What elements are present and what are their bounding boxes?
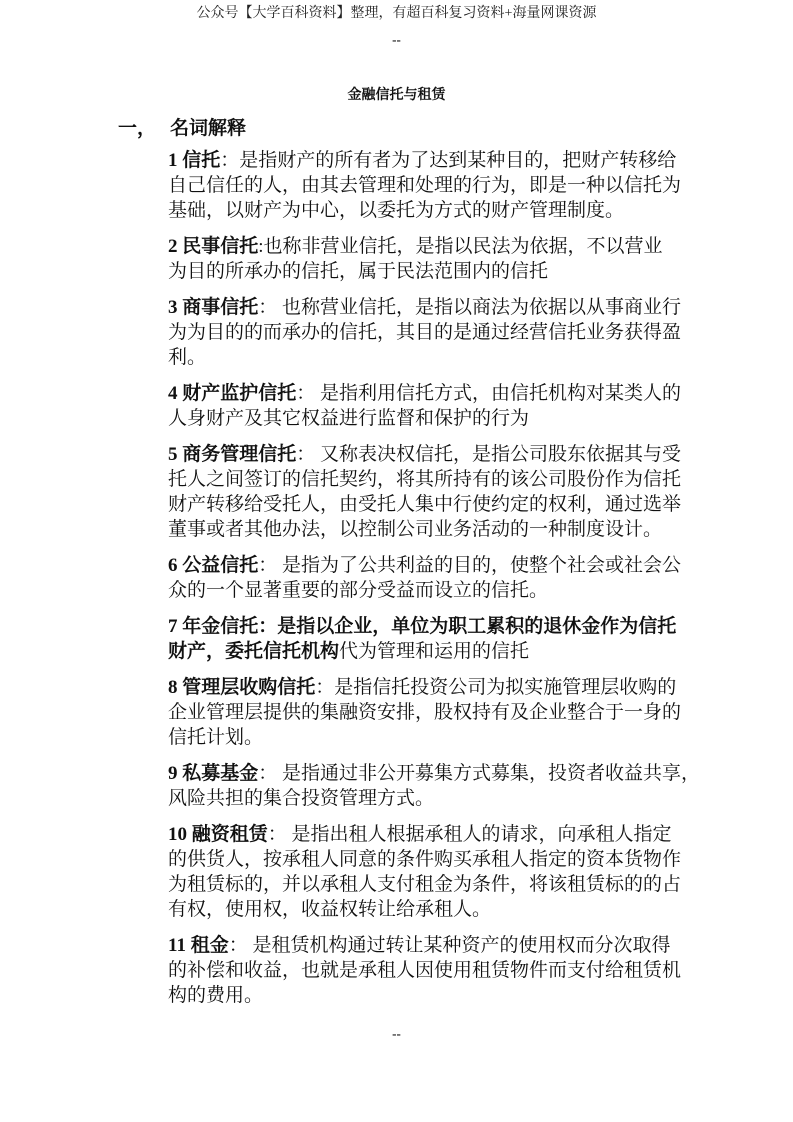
definition-text: 托人之间签订的信托契约，将其所持有的该公司股份作为信托 [168,469,682,490]
term-text: 10 融资租赁 [168,824,268,845]
definition-text: 构的费用。 [168,985,264,1006]
text-line [168,614,688,639]
definition-text: ：是指财产的所有者为了达到某种目的，把财产转移给 [220,150,677,171]
definition-text: 董事或者其他办法，以控制公司业务活动的一种制度设计。 [168,519,663,540]
definition-text: :也称非营业信托，是指以民法为依据，不以营业 [258,236,663,257]
text-line [168,761,701,786]
term-text: 7 年金信托：是指以企业，单位为职工累积的退休金作为信托 [168,616,677,637]
definition-text: ： 是指为了公共利益的目的，使整个社会或社会公 [258,555,682,576]
term-text: 9 私募基金 [168,763,259,784]
text-line [168,320,688,345]
text-line [168,295,688,320]
definition-text: 的供货人，按承租人同意的条件购买承租人指定的资本货物作 [168,849,682,870]
text-line [168,553,688,578]
definition-entry [168,553,688,603]
text-line [168,406,688,431]
term-text: 2 民事信托 [168,236,259,257]
definition-text: 自己信任的人，由其去管理和处理的行为，即是一种以信托为 [168,175,682,196]
term-text: 4 财产监护信托 [168,383,297,404]
text-line [168,234,688,259]
definition-text: 信托计划。 [168,727,264,748]
text-line [168,578,688,603]
definition-text: 为租赁标的，并以承租人支付租金为条件，将该租赁标的的占 [168,874,682,895]
definition-text: 利。 [168,347,207,368]
definition-text: 的补偿和收益，也就是承租人因使用租赁物件而支付给租赁机 [168,960,682,981]
text-line [168,345,688,370]
text-line [168,198,688,223]
definition-entry [168,381,688,431]
term-text: 财产，委托信托机构 [168,641,340,662]
definition-entry [168,234,688,284]
term-text: 8 管理层收购信托 [168,677,316,698]
text-line [168,492,688,517]
document-title: 金融信托与租赁 [347,88,446,103]
definition-list [168,148,701,1019]
text-line [168,725,688,750]
section-label: 名词解释 [170,118,247,139]
text-line [168,786,688,811]
text-line [168,259,688,284]
term-text: 11 租金 [168,935,229,956]
text-line [168,467,688,492]
section-heading [118,113,246,140]
definition-text: 众的一个显著重要的部分受益而设立的信托。 [168,580,549,601]
definition-entry [168,442,688,542]
definition-entry [168,295,688,370]
term-text: 3 商事信托 [168,297,259,318]
term-text: 1 信托 [168,150,221,171]
definition-text: 企业管理层提供的集融资安排，股权持有及企业整合于一身的 [168,702,682,723]
text-line [168,872,688,897]
text-line [168,933,688,958]
definition-text: 人身财产及其它权益进行监督和保护的行为 [168,408,530,429]
definition-entry [168,148,688,223]
definition-text: 基础，以财产为中心，以委托为方式的财产管理制度。 [168,200,625,221]
definition-text: 代为管理和运用的信托 [339,641,530,662]
definition-text: ： 是指利用信托方式，由信托机构对某类人的 [296,383,682,404]
section-number: 一， [118,118,157,139]
text-line [168,639,688,664]
definition-text: 有权，使用权，收益权转让给承租人。 [168,899,492,920]
definition-text: 财产转移给受托人，由受托人集中行使约定的权利，通过选举 [168,494,682,515]
definition-text: ： 也称营业信托，是指以商法为依据以从事商业行 [258,297,682,318]
definition-entry [168,614,688,664]
bottom-separator: -- [392,1026,401,1041]
definition-text: 为为目的的而承办的信托，其目的是通过经营信托业务获得盈 [168,322,682,343]
text-line [168,517,688,542]
term-text: 6 公益信托 [168,555,259,576]
definition-text: 风险共担的集合投资管理方式。 [168,788,435,809]
top-separator: -- [392,32,401,47]
definition-text: ： 是租赁机构通过转让某种资产的使用权而分次取得 [228,935,671,956]
text-line [168,148,688,173]
text-line [168,897,688,922]
definition-text: 为目的所承办的信托，属于民法范围内的信托 [168,261,549,282]
text-line [168,700,688,725]
definition-text: ： 是指通过非公开募集方式募集，投资者收益共享， [258,763,701,784]
definition-text: ： 是指出租人根据承租人的请求，向承租人指定 [267,824,672,845]
page-header: 公众号【大学百科资料】整理，有超百科复习资料+海量网课资源 [196,6,597,21]
definition-entry [168,933,688,1008]
definition-entry [168,822,688,922]
text-line [168,442,688,467]
definition-entry [168,761,701,811]
text-line [168,983,688,1008]
text-line [168,381,688,406]
definition-text: ：是指信托投资公司为拟实施管理层收购的 [315,677,677,698]
text-line [168,847,688,872]
text-line [168,958,688,983]
term-text: 5 商务管理信托 [168,444,297,465]
text-line [168,675,688,700]
text-line [168,173,688,198]
text-line [168,822,688,847]
definition-text: ： 又称表决权信托，是指公司股东依据其与受 [296,444,682,465]
definition-entry [168,675,688,750]
